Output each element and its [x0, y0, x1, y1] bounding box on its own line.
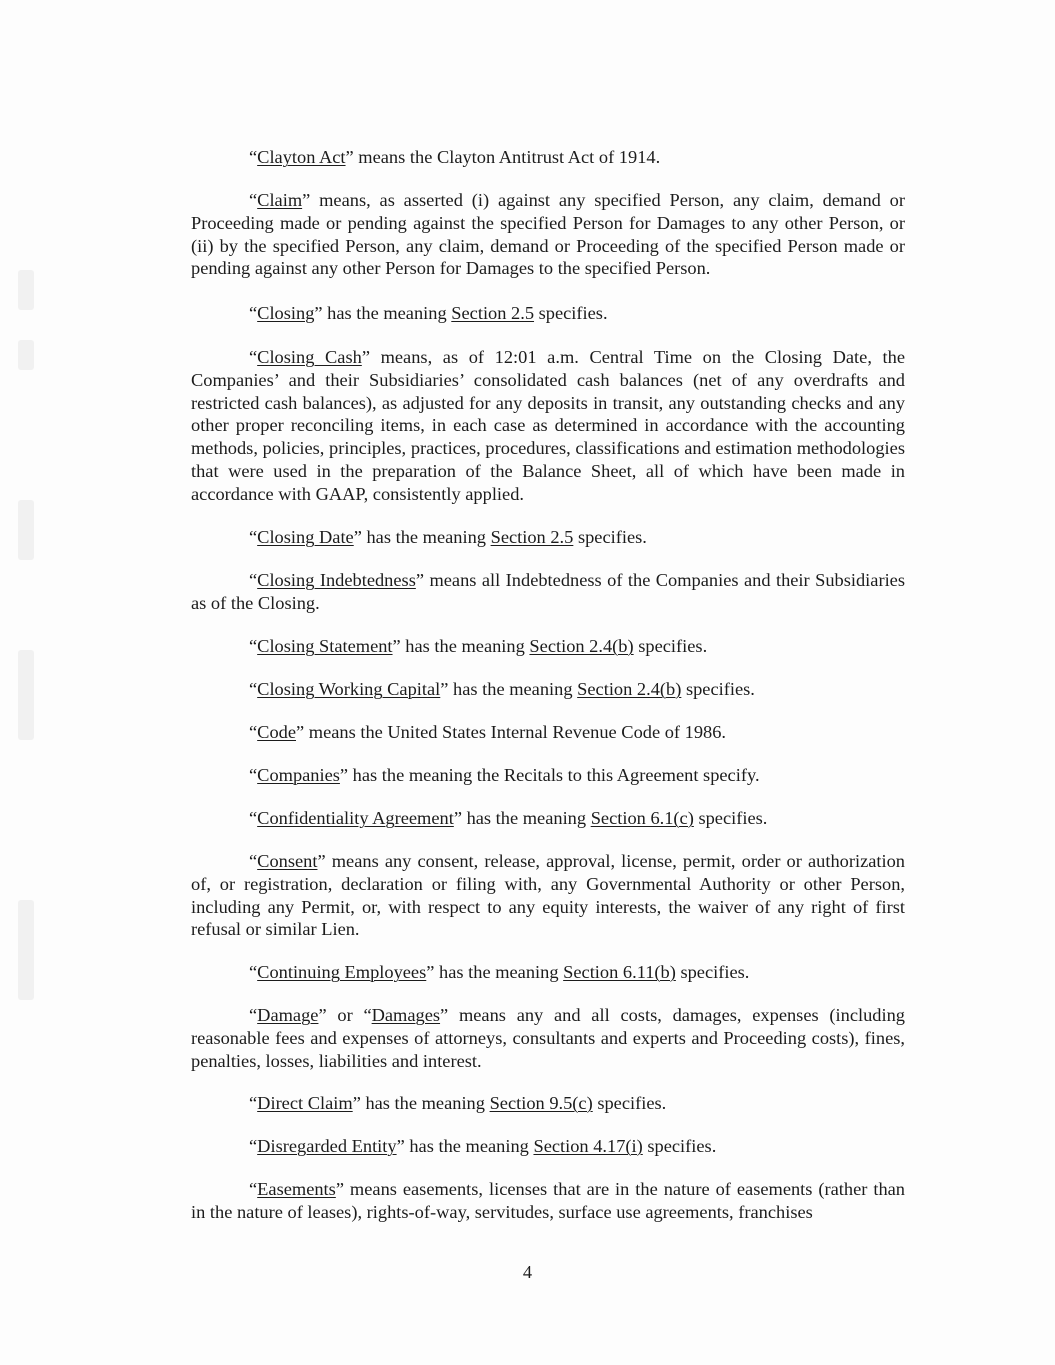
page-number: 4	[522, 1262, 533, 1282]
defined-term: Damages	[371, 1005, 441, 1025]
open-quote: “	[249, 570, 258, 590]
open-quote: “	[249, 679, 258, 699]
indent	[191, 636, 249, 656]
open-quote: “	[249, 147, 258, 167]
definition-text: ” has the meaning	[440, 679, 578, 699]
defined-term: Direct Claim	[257, 1093, 353, 1113]
defined-term: Closing	[257, 303, 315, 323]
open-quote: “	[249, 851, 258, 871]
definition-entry	[191, 635, 905, 658]
definition-text: ” means any and all costs, damages, expenses (including reasonable fees and expenses of attorneys, consultants and experts and Proceeding costs), fines, penalties, losses, liabilities and interest.	[191, 1005, 905, 1071]
indent	[191, 722, 249, 742]
open-quote: “	[249, 765, 258, 785]
section-reference: Section 2.5	[490, 527, 574, 547]
definition-entry	[191, 526, 905, 549]
scan-artifact	[18, 340, 34, 370]
open-quote: “	[249, 190, 258, 210]
open-quote: “	[249, 722, 258, 742]
section-reference: Section 6.1(c)	[590, 808, 694, 828]
definition-text: ” has the meaning	[453, 808, 591, 828]
open-quote: “	[249, 962, 258, 982]
open-quote: “	[249, 1093, 258, 1113]
definition-text: ” has the meaning	[314, 303, 452, 323]
defined-term: Claim	[257, 190, 303, 210]
defined-term: Closing Date	[257, 527, 354, 547]
defined-term: Clayton Act	[257, 147, 346, 167]
definition-entry	[191, 1135, 905, 1158]
open-quote: “	[249, 636, 258, 656]
definition-entry	[191, 721, 905, 744]
indent	[191, 190, 249, 210]
definition-entry	[191, 1092, 905, 1115]
definition-text: ” has the meaning	[392, 636, 530, 656]
definition-text: ” means the Clayton Antitrust Act of 1914.	[345, 147, 661, 167]
definition-text: specifies.	[642, 1136, 717, 1156]
defined-term: Closing Working Capital	[257, 679, 441, 699]
definition-text: ” means easements, licenses that are in the nature of easements (rather than in the nature of leases), rights-of-way, servitudes, surface use agreements, franchises	[191, 1179, 905, 1222]
defined-term: Consent	[257, 851, 318, 871]
indent	[191, 1136, 249, 1156]
indent	[191, 679, 249, 699]
definition-entry	[191, 764, 905, 787]
defined-term: Damage	[257, 1005, 319, 1025]
definition-entry	[191, 569, 905, 615]
section-reference: Section 6.11(b)	[563, 962, 676, 982]
definition-text: ” means all Indebtedness of the Companies and their Subsidiaries as of the Closing.	[191, 570, 905, 613]
definition-entry	[191, 850, 905, 941]
definition-text: ” means, as asserted (i) against any specified Person, any claim, demand or Proceeding made or pending against the specified Person for Damages to any other Person, or (ii) by the specified Person, any claim, demand or Proceeding of the specified Person made or pending against any other Person for Damages to the specified Person.	[191, 190, 905, 279]
open-quote: “	[249, 303, 258, 323]
definition-text: ” means, as of 12:01 a.m. Central Time on the Closing Date, the Companies’ and their Subsidiaries’ consolidated cash balances (net of any overdrafts and restricted cash balances), as adjusted for any deposits in transit, any outstanding checks and any other proper reconciling items, in each case as determined in accordance with the accounting methods, policies, principles, practices, procedures, classifications and estimation methodologies that were used in the preparation of the Balance Sheet, all of which have been made in accordance with GAAP, consistently applied.	[191, 347, 906, 504]
definition-entry	[191, 807, 905, 830]
scan-artifact	[18, 900, 34, 1000]
indent	[191, 147, 249, 167]
indent	[191, 765, 249, 785]
section-reference: Section 2.4(b)	[529, 636, 634, 656]
section-reference: Section 9.5(c)	[489, 1093, 593, 1113]
defined-term: Closing Cash	[257, 347, 362, 367]
open-quote: “	[249, 527, 258, 547]
open-quote: “	[249, 1005, 258, 1025]
defined-term: Closing Statement	[257, 636, 393, 656]
indent	[191, 347, 249, 367]
indent	[191, 1093, 249, 1113]
section-reference: Section 2.4(b)	[577, 679, 682, 699]
defined-term: Closing Indebtedness	[257, 570, 416, 590]
open-quote: “	[249, 808, 258, 828]
scan-artifact	[18, 500, 34, 560]
defined-term: Continuing Employees	[257, 962, 427, 982]
definition-entry	[191, 346, 905, 506]
definition-text: ” or “	[318, 1005, 372, 1025]
open-quote: “	[249, 1179, 258, 1199]
definition-text: ” has the meaning the Recitals to this Agreement specify.	[339, 765, 760, 785]
definition-text: ” has the meaning	[352, 1093, 490, 1113]
indent	[191, 851, 249, 871]
defined-term: Disregarded Entity	[257, 1136, 397, 1156]
definition-entry	[191, 1004, 905, 1072]
definition-text: ” means the United States Internal Revenue Code of 1986.	[296, 722, 727, 742]
definition-text: specifies.	[573, 527, 647, 547]
definition-text: ” has the meaning	[426, 962, 564, 982]
indent	[191, 808, 249, 828]
definition-text: specifies.	[693, 808, 768, 828]
definition-text: specifies.	[534, 303, 608, 323]
definition-entry	[191, 189, 905, 280]
definition-text: specifies.	[633, 636, 708, 656]
indent	[191, 1005, 249, 1025]
defined-term: Easements	[257, 1179, 336, 1199]
defined-term: Companies	[257, 765, 340, 785]
definition-entry	[191, 961, 905, 984]
definition-entry	[191, 678, 905, 701]
indent	[191, 303, 249, 323]
defined-term: Code	[257, 722, 296, 742]
section-reference: Section 4.17(i)	[533, 1136, 643, 1156]
indent	[191, 527, 249, 547]
indent	[191, 962, 249, 982]
open-quote: “	[249, 347, 258, 367]
section-reference: Section 2.5	[451, 303, 535, 323]
definition-text: ” has the meaning	[353, 527, 491, 547]
definition-text: specifies.	[681, 679, 755, 699]
definition-text: ” has the meaning	[396, 1136, 534, 1156]
defined-term: Confidentiality Agreement	[257, 808, 454, 828]
definition-text: specifies.	[675, 962, 750, 982]
open-quote: “	[249, 1136, 258, 1156]
definition-entry	[191, 302, 905, 325]
indent	[191, 570, 249, 590]
definition-entry	[191, 146, 905, 169]
indent	[191, 1179, 249, 1199]
scan-artifact	[18, 650, 34, 740]
definition-text: specifies.	[592, 1093, 667, 1113]
definition-text: ” means any consent, release, approval, license, permit, order or authorization of, or registration, declaration or filing with, any Governmental Authority or other Person, including any Permit, or, with respect to any equity interests, the waiver of any right of first refusal or similar Lien.	[191, 851, 905, 940]
definition-entry	[191, 1178, 905, 1224]
scan-artifact	[18, 270, 34, 310]
